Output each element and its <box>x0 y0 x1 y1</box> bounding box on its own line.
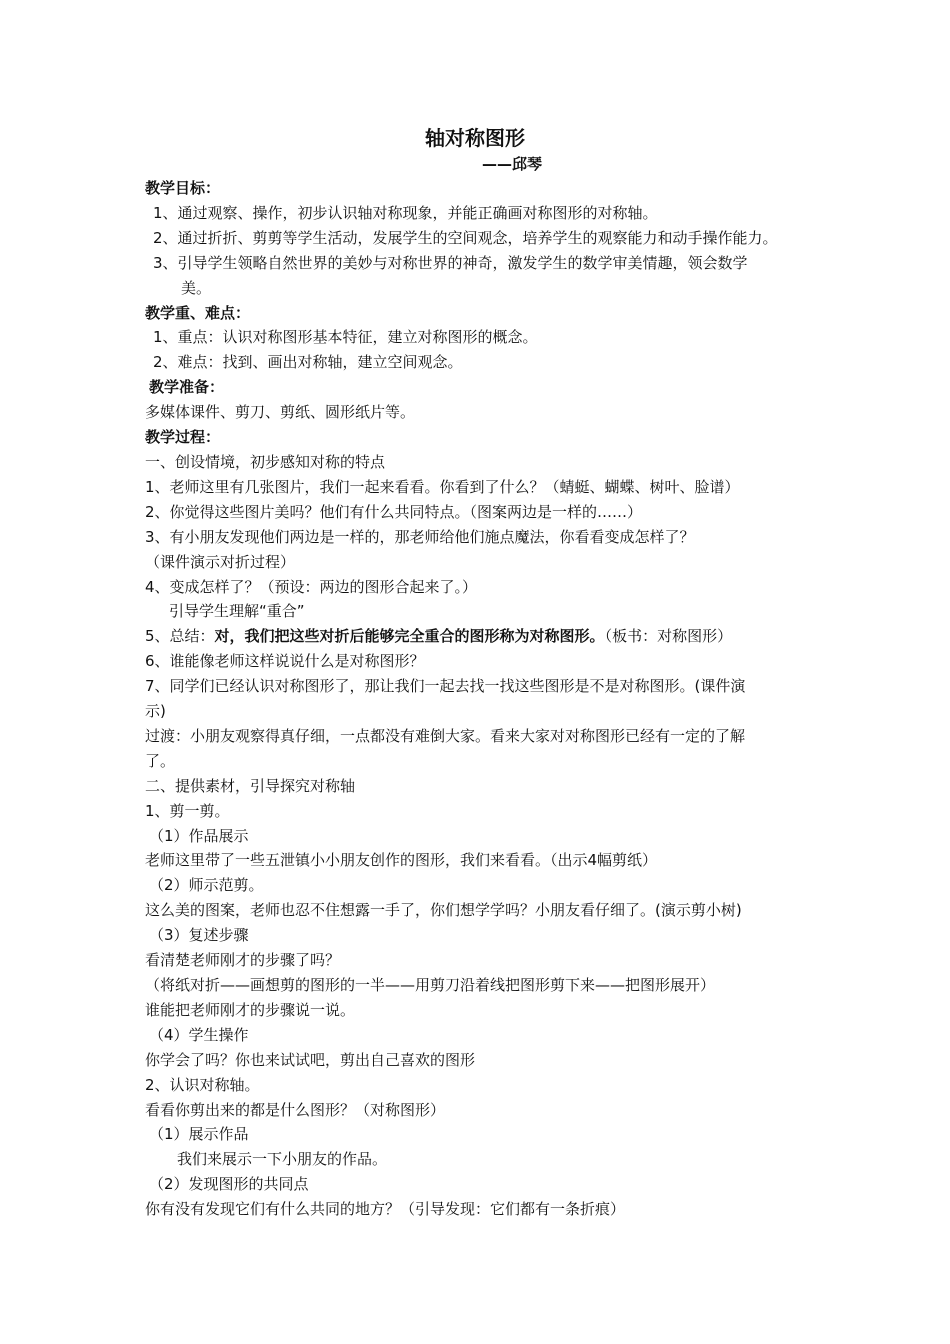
summary-board-note: （板书：对称图形） <box>604 627 733 646</box>
process-item: 看看你剪出来的都是什么图形？（对称图形） <box>145 1100 446 1119</box>
process-item: 谁能把老师刚才的步骤说一说。 <box>145 1000 356 1019</box>
key-point-item: 2、难点：找到、画出对称轴，建立空间观念。 <box>153 353 463 372</box>
process-heading: 教学过程： <box>145 428 221 447</box>
document-author: ——邱琴 <box>482 155 543 173</box>
process-item: 你有没有发现它们有什么共同的地方？（引导发现：它们都有一条折痕） <box>145 1200 626 1219</box>
key-point-item: 1、重点：认识对称图形基本特征，建立对称图形的概念。 <box>153 328 538 347</box>
process-item: 1、老师这里有几张图片，我们一起来看看。你看到了什么？（蜻蜓、蝴蝶、树叶、脸谱） <box>145 477 740 496</box>
transition-text: 过渡：小朋友观察得真仔细，一点都没有难倒大家。看来大家对对称图形已经有一定的了解 <box>145 726 746 745</box>
objective-item: 1、通过观察、操作，初步认识轴对称现象，并能正确画对称图形的对称轴。 <box>153 203 658 222</box>
process-item: 引导学生理解“重合” <box>169 602 305 621</box>
process-item: 7、同学们已经认识对称图形了，那让我们一起去找一找这些图形是不是对称图形。(课件演 <box>145 677 746 696</box>
section-heading: 一、创设情境，初步感知对称的特点 <box>145 452 386 471</box>
transition-text-continuation: 了。 <box>145 751 176 770</box>
process-item: 1、剪一剪。 <box>145 801 230 820</box>
objective-item: 2、通过折折、剪剪等学生活动，发展学生的空间观念，培养学生的观察能力和动手操作能力。 <box>153 228 778 247</box>
process-subitem: （2）发现图形的共同点 <box>149 1175 309 1194</box>
process-item: 3、有小朋友发现他们两边是一样的，那老师给他们施点魔法，你看看变成怎样了？ <box>145 527 695 546</box>
summary-prefix: 5、总结： <box>145 627 215 646</box>
process-subitem: （2）师示范剪。 <box>149 876 264 895</box>
process-item: 4、变成怎样了？（预设：两边的图形合起来了。） <box>145 577 478 596</box>
process-item: 2、你觉得这些图片美吗？他们有什么共同特点。（图案两边是一样的……） <box>145 502 643 521</box>
process-subitem: （1）作品展示 <box>149 826 249 845</box>
process-item: 你学会了吗？你也来试试吧，剪出自己喜欢的图形 <box>145 1050 476 1069</box>
process-item-continuation: 示) <box>145 702 166 721</box>
process-subitem: （4）学生操作 <box>149 1025 249 1044</box>
objectives-heading: 教学目标： <box>145 179 221 197</box>
process-item: 这么美的图案，老师也忍不住想露一手了，你们想学学吗？小朋友看仔细了。(演示剪小树) <box>145 901 742 920</box>
process-item: 老师这里带了一些五泄镇小小朋友创作的图形，我们来看看。（出示4幅剪纸） <box>145 851 658 870</box>
process-subitem: （3）复述步骤 <box>149 926 249 945</box>
objective-item-continuation: 美。 <box>181 278 212 297</box>
preparation-heading: 教学准备： <box>149 378 225 397</box>
process-item-summary <box>145 624 825 649</box>
process-item: 看清楚老师刚才的步骤了吗？ <box>145 951 341 970</box>
section-heading: 二、提供素材，引导探究对称轴 <box>145 776 356 795</box>
process-item: 2、认识对称轴。 <box>145 1075 260 1094</box>
process-item: 我们来展示一下小朋友的作品。 <box>177 1150 388 1169</box>
objective-item: 3、引导学生领略自然世界的美妙与对称世界的神奇，激发学生的数学审美情趣，领会数学 <box>153 253 748 272</box>
document-title: 轴对称图形 <box>425 126 525 150</box>
document-body <box>145 176 825 1222</box>
preparation-text: 多媒体课件、剪刀、剪纸、圆形纸片等。 <box>145 403 416 422</box>
summary-definition: 对，我们把这些对折后能够完全重合的图形称为对称图形。 <box>214 627 605 646</box>
process-item: 6、谁能像老师这样说说什么是对称图形？ <box>145 652 425 671</box>
process-subitem: （1）展示作品 <box>149 1125 249 1144</box>
process-item: （课件演示对折过程） <box>145 552 296 571</box>
process-item: （将纸对折——画想剪的图形的一半——用剪刀沿着线把图形剪下来——把图形展开） <box>145 976 716 994</box>
key-points-heading: 教学重、难点： <box>145 303 251 322</box>
